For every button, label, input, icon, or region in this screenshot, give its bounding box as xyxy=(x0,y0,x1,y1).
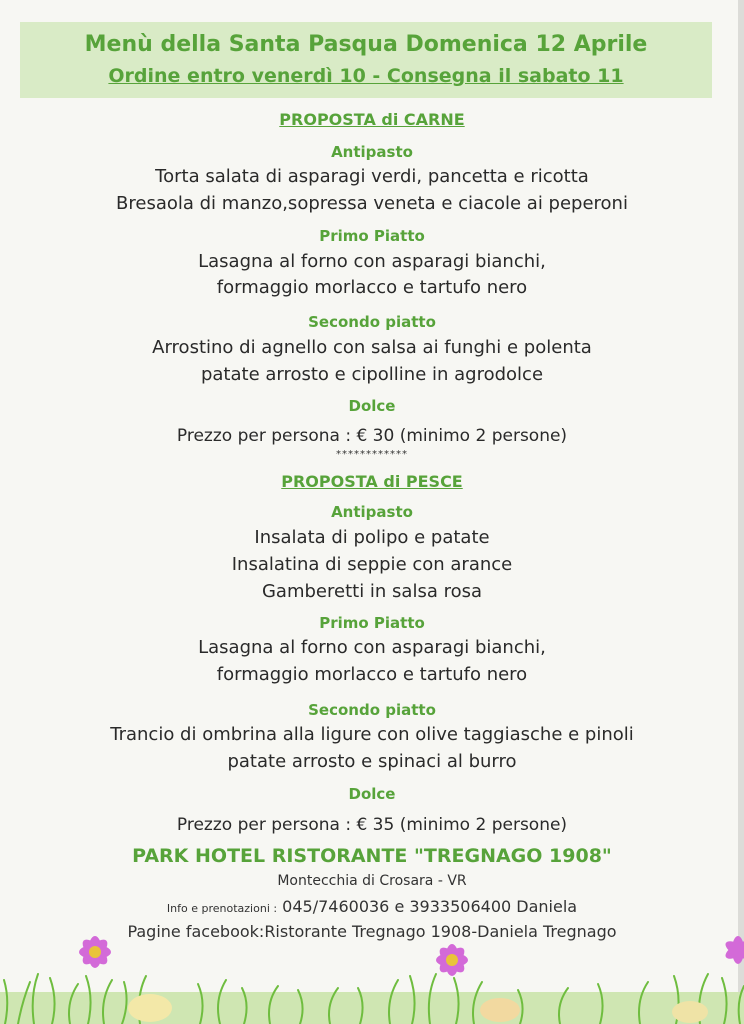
dish-line: Lasagna al forno con asparagi bianchi, xyxy=(198,637,546,658)
dish-line: formaggio morlacco e tartufo nero xyxy=(216,664,528,685)
course-label: Secondo piatto xyxy=(308,313,436,331)
dish-line: Bresaola di manzo,sopressa veneta e ciacole ai peperoni xyxy=(116,193,628,214)
dish-line: Arrostino di agnello con salsa ai funghi e polenta xyxy=(152,337,592,358)
course-label: Antipasto xyxy=(331,503,413,521)
dish-line: patate arrosto e spinaci al burro xyxy=(227,751,517,772)
dish-line: Torta salata di asparagi verdi, pancetta e ricotta xyxy=(155,166,589,187)
course-label: Secondo piatto xyxy=(308,701,436,719)
course-label: Dolce xyxy=(348,397,396,415)
flower-edge xyxy=(723,936,744,964)
grass-flower-illustration xyxy=(0,930,744,1024)
flower-left xyxy=(79,936,112,969)
hotel-name: PARK HOTEL RISTORANTE "TREGNAGO 1908" xyxy=(132,845,612,867)
separator: ************ xyxy=(336,449,408,460)
facebook-line: Pagine facebook:Ristorante Tregnago 1908-Daniela Tregnago xyxy=(127,922,617,941)
menu-title: Menù della Santa Pasqua Domenica 12 Aprile xyxy=(84,32,648,57)
dish-line: Trancio di ombrina alla ligure con olive taggiasche e pinoli xyxy=(110,724,634,745)
dish-line: formaggio morlacco e tartufo nero xyxy=(216,277,528,298)
dish-line: Insalatina di seppie con arance xyxy=(231,554,513,575)
dish-line: patate arrosto e cipolline in agrodolce xyxy=(200,364,544,385)
menu-subtitle: Ordine entro venerdì 10 - Consegna il sabato 11 xyxy=(108,65,624,87)
flower-right xyxy=(436,944,469,977)
dish-line: Gamberetti in salsa rosa xyxy=(261,581,483,602)
price-line: Prezzo per persona : € 35 (minimo 2 persone) xyxy=(176,815,568,835)
course-label: Primo Piatto xyxy=(319,614,425,632)
location: Montecchia di Crosara - VR xyxy=(277,873,467,889)
dish-line: Insalata di polipo e patate xyxy=(254,527,490,548)
course-label: Primo Piatto xyxy=(319,227,425,245)
info-contacts: 045/7460036 e 3933506400 Daniela xyxy=(282,897,578,916)
section-heading-pesce: PROPOSTA di PESCE xyxy=(281,472,463,491)
price-line: Prezzo per persona : € 30 (minimo 2 persone) xyxy=(176,426,568,446)
course-label: Antipasto xyxy=(331,143,413,161)
info-label: Info e prenotazioni : xyxy=(166,902,278,915)
header-banner xyxy=(20,22,712,98)
section-heading-carne: PROPOSTA di CARNE xyxy=(279,110,465,129)
contact-info xyxy=(0,897,744,916)
dish-line: Lasagna al forno con asparagi bianchi, xyxy=(198,251,546,272)
course-label: Dolce xyxy=(348,785,396,803)
